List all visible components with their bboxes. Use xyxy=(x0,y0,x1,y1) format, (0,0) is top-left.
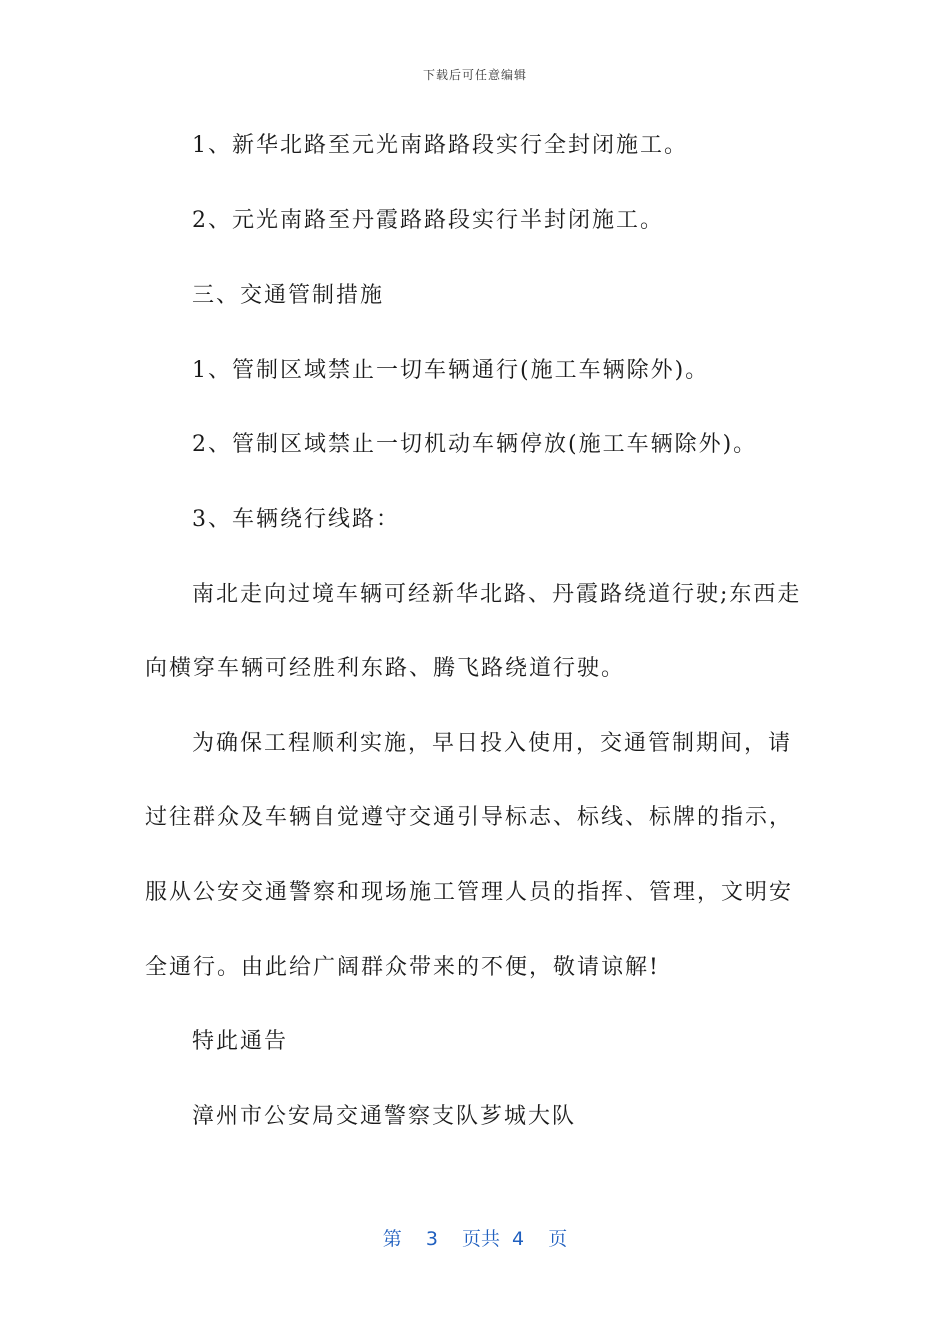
body-line-2: 2、元光南路至丹霞路路段实行半封闭施工。 xyxy=(192,208,664,233)
header-note: 下载后可任意编辑 xyxy=(422,68,527,82)
closing-notice: 特此通告 xyxy=(192,1029,289,1054)
issuer-signature: 漳州市公安局交通警察支队芗城大队 xyxy=(192,1104,577,1129)
footer-current-page: 3 xyxy=(425,1228,438,1250)
body-line-5: 3、车辆绕行线路： xyxy=(192,507,400,532)
body-line-6: 南北走向过境车辆可经新华北路、丹霞路绕道行驶;东西走 xyxy=(192,582,802,607)
footer-middle: 页共 xyxy=(461,1228,500,1250)
body-line-11: 全通行。由此给广阔群众带来的不便，敬请谅解! xyxy=(145,955,660,980)
section-heading: 三、交通管制措施 xyxy=(192,283,385,308)
footer-prefix: 第 xyxy=(382,1228,402,1250)
body-line-3: 1、管制区域禁止一切车辆通行(施工车辆除外)。 xyxy=(192,358,710,383)
body-line-10: 服从公安交通警察和现场施工管理人员的指挥、管理，文明安 xyxy=(145,880,794,905)
footer-suffix: 页 xyxy=(548,1228,568,1250)
body-line-7: 向横穿车辆可经胜利东路、腾飞路绕道行驶。 xyxy=(145,656,626,681)
body-line-8: 为确保工程顺利实施，早日投入使用，交通管制期间，请 xyxy=(192,731,793,756)
footer-total-pages: 4 xyxy=(512,1228,525,1250)
body-line-9: 过往群众及车辆自觉遵守交通引导标志、标线、标牌的指示， xyxy=(145,805,794,830)
body-line-1: 1、新华北路至元光南路路段实行全封闭施工。 xyxy=(192,133,688,158)
body-line-4: 2、管制区域禁止一切机动车辆停放(施工车辆除外)。 xyxy=(192,432,758,457)
page-footer xyxy=(0,1226,950,1252)
